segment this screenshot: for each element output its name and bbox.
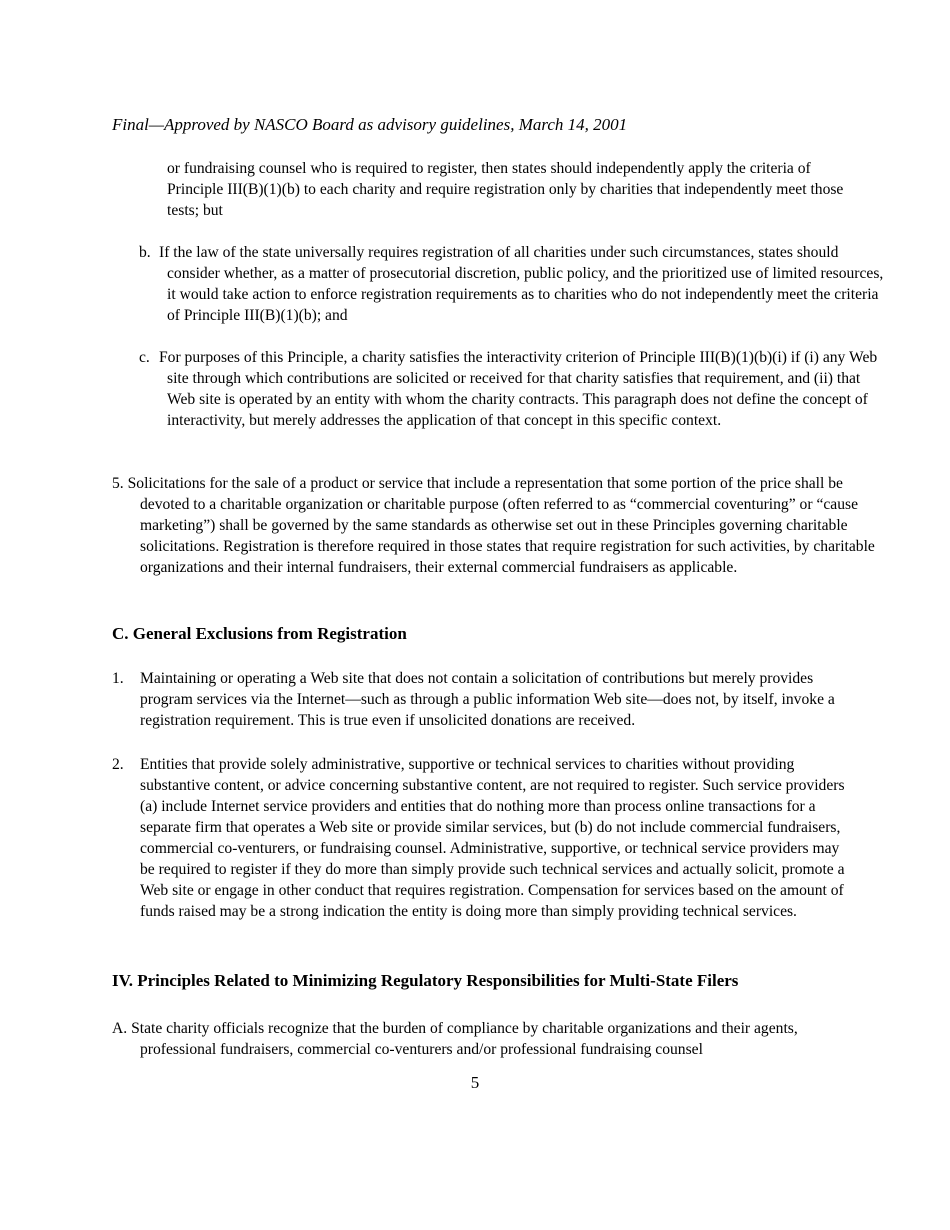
section-c-heading: C. General Exclusions from Registration xyxy=(112,624,407,643)
subitem-b-text: If the law of the state universally requires registration of all charities under such circumstances, states should consider whether, as a matter of prosecutorial discretion, public policy, and the prioritized use of limited resources, it would take action to enforce registration requirements as to charities who do not independently meet the criteria of Principle III(B)(1)(b); and xyxy=(159,244,884,324)
item-5-label: 5. xyxy=(112,475,124,492)
item-5-text: Solicitations for the sale of a product or service that include a representation that some portion of the price shall be devoted to a charitable organization or charitable purpose (often referred to as “commercial coventuring” or “cause marketing”) shall be governed by the same standards as otherwise set out in these Principles governing charitable solicitations. Registration is therefore required in those states that require registration for such activities, by charitable organizations and their internal fundraisers, their external commercial fundraisers as applicable. xyxy=(127,475,875,576)
section-c-item-2 xyxy=(112,754,852,922)
subitem-b-label: b. xyxy=(139,244,151,261)
section-iv-heading: IV. Principles Related to Minimizing Regulatory Responsibilities for Multi-State Filers xyxy=(112,971,739,990)
item-a-text: State charity officials recognize that the burden of compliance by charitable organizations and their agents, professional fundraisers, commercial co-venturers and/or professional fundraising counsel xyxy=(131,1020,798,1058)
subitem-c-label: c. xyxy=(139,349,150,366)
continuation-paragraph: or fundraising counsel who is required to register, then states should independently apply the criteria of Principle III(B)(1)(b) to each charity and require registration only by charities that independently meet those tests; but xyxy=(167,160,844,219)
item-a-label: A. xyxy=(112,1020,128,1037)
running-header: Final—Approved by NASCO Board as advisory guidelines, March 14, 2001 xyxy=(112,115,628,134)
section-c-item-1 xyxy=(112,668,852,731)
subitem-c-text: For purposes of this Principle, a charity satisfies the interactivity criterion of Principle III(B)(1)(b)(i) if (i) any Web site through which contributions are solicited or received for that charity satisfies that requirement, and (ii) that Web site is operated by an entity with whom the charity contracts. This paragraph does not define the concept of interactivity, but merely addresses the application of that concept in this specific context. xyxy=(159,349,878,429)
subitem-b xyxy=(139,242,887,326)
item-a xyxy=(112,1018,860,1060)
section-c-item-1-label: 1. xyxy=(112,670,124,687)
subitem-c xyxy=(139,347,887,431)
item-5 xyxy=(112,473,878,578)
section-c-item-2-label: 2. xyxy=(112,756,124,773)
section-c-item-2-text: Entities that provide solely administrative, supportive or technical services to charities without providing substantive content, or advice concerning substantive content, are not required to register. Such service providers (a) include Internet service providers and entities that do nothing more than process online transactions for a separate firm that operates a Web site or provide similar services, but (b) do not include commercial fundraisers, commercial co-venturers, or fundraising counsel. Administrative, supportive, or technical service providers may be required to register if they do more than simply provide such technical services and actually solicit, promote a Web site or engage in other conduct that requires registration. Compensation for services based on the amount of funds raised may be a strong indication the entity is doing more than simply providing technical services. xyxy=(140,756,845,920)
section-c-item-1-text: Maintaining or operating a Web site that does not contain a solicitation of contributions but merely provides program services via the Internet—such as through a public information Web site—does not, by itself, invoke a registration requirement. This is true even if unsolicited donations are received. xyxy=(140,670,835,729)
page-number: 5 xyxy=(470,1073,480,1092)
